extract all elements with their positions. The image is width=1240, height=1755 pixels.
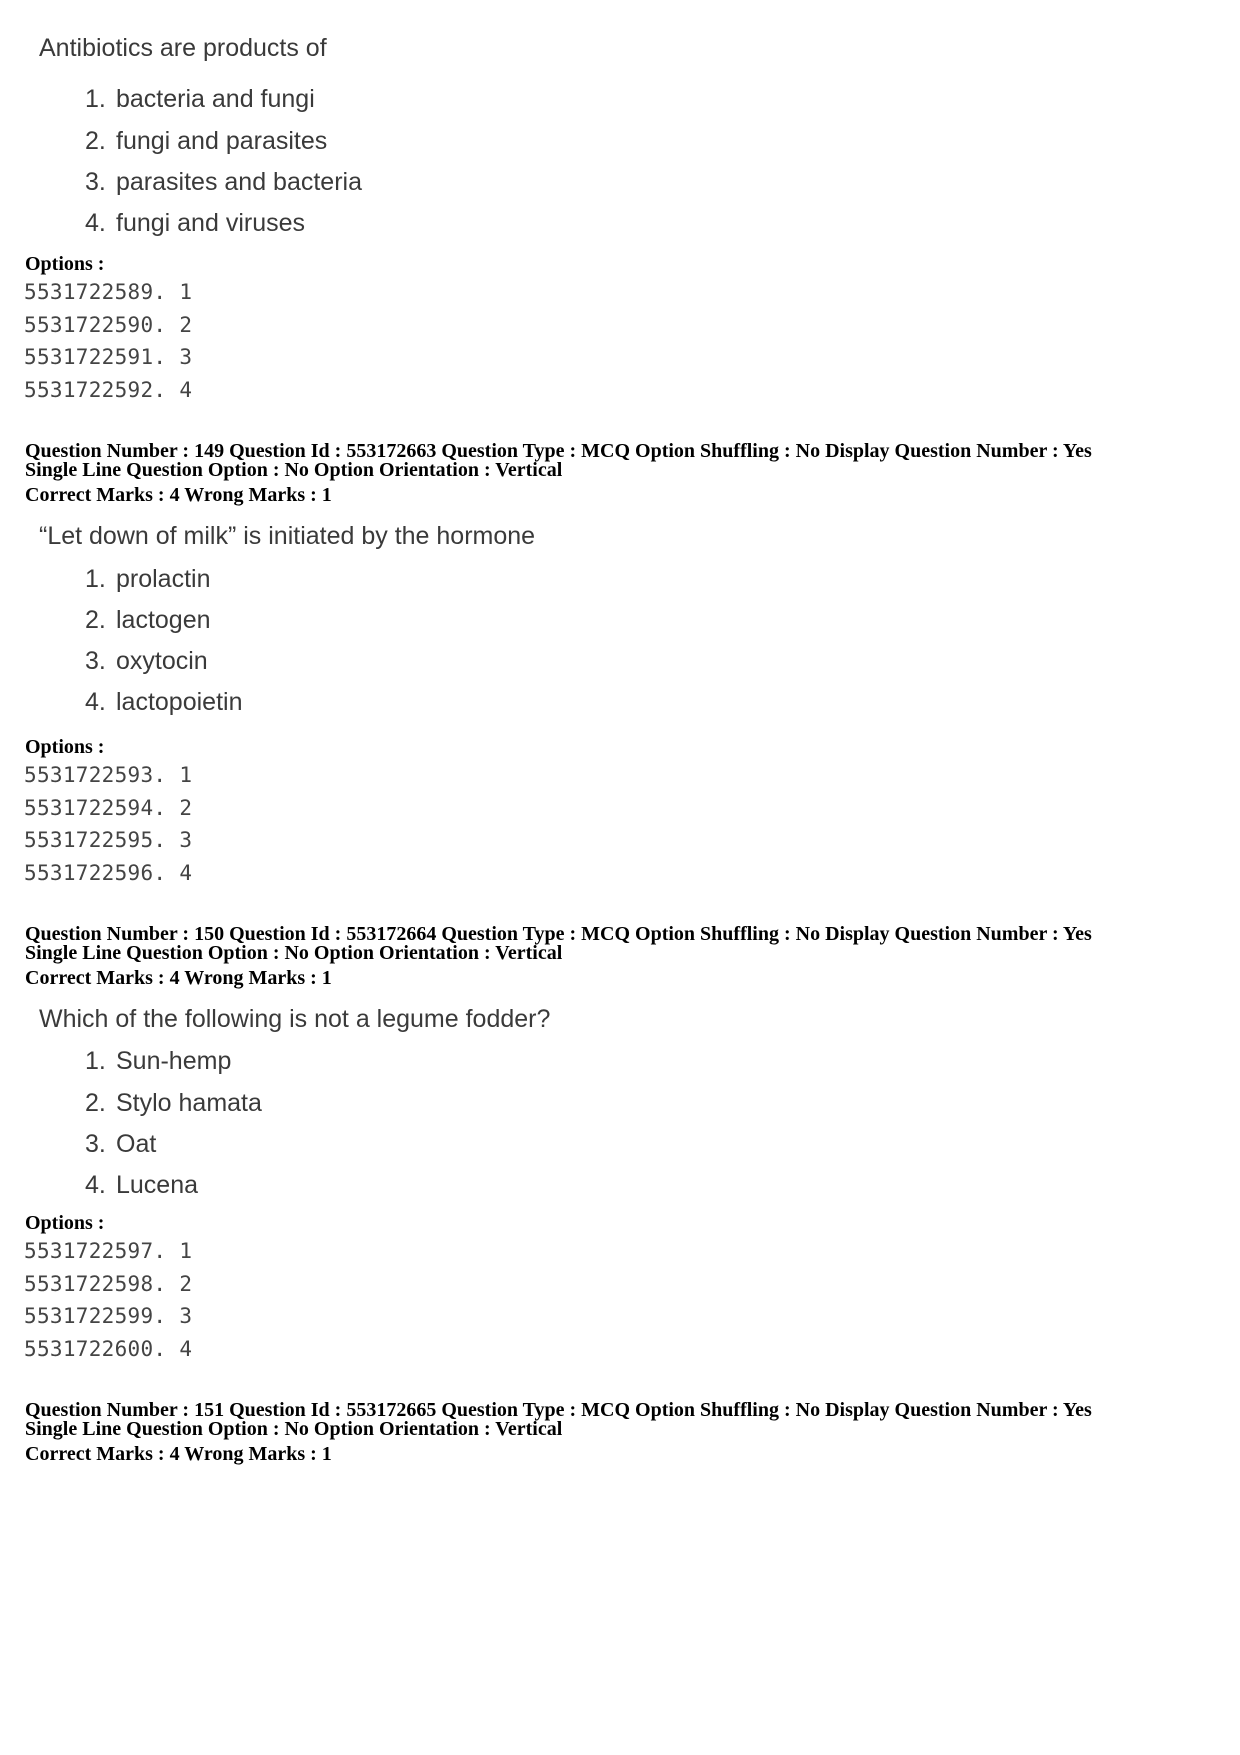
question-header: Question Number : 150 Question Id : 553172664 Question Type : MCQ Option Shuffling : No Display Question Number : Yes bbox=[25, 923, 1092, 945]
option-id-line: 5531722598. 2 bbox=[24, 1272, 193, 1296]
choice-number: 1. bbox=[85, 565, 106, 593]
choice-item bbox=[85, 1171, 198, 1200]
options-label: Options : bbox=[25, 253, 105, 275]
choice-label: bacteria and fungi bbox=[116, 85, 315, 113]
choice-number: 1. bbox=[85, 85, 106, 113]
choice-item bbox=[85, 1130, 156, 1159]
question-header-line2: Single Line Question Option : No Option Orientation : Vertical bbox=[25, 1418, 563, 1440]
choice-label: fungi and parasites bbox=[116, 127, 328, 155]
choice-label: Lucena bbox=[116, 1171, 199, 1199]
choice-label: fungi and viruses bbox=[116, 209, 306, 237]
choice-item bbox=[85, 1089, 262, 1118]
choice-item bbox=[85, 209, 305, 238]
question-text: “Let down of milk” is initiated by the hormone bbox=[39, 522, 536, 550]
marks-line: Correct Marks : 4 Wrong Marks : 1 bbox=[25, 1443, 332, 1465]
option-id-line: 5531722594. 2 bbox=[24, 796, 193, 820]
choice-number: 4. bbox=[85, 209, 106, 237]
option-id-line: 5531722589. 1 bbox=[24, 280, 193, 304]
choice-number: 2. bbox=[85, 127, 106, 155]
option-id-line: 5531722599. 3 bbox=[24, 1304, 193, 1328]
choice-label: prolactin bbox=[116, 565, 211, 593]
option-id-line: 5531722591. 3 bbox=[24, 345, 193, 369]
choice-item bbox=[85, 168, 362, 197]
choice-item bbox=[85, 127, 327, 156]
option-id-line: 5531722592. 4 bbox=[24, 378, 193, 402]
choice-number: 3. bbox=[85, 647, 106, 675]
choice-item bbox=[85, 647, 208, 676]
choice-label: Sun-hemp bbox=[116, 1047, 232, 1075]
question-header-line2: Single Line Question Option : No Option Orientation : Vertical bbox=[25, 942, 563, 964]
choice-label: Oat bbox=[116, 1130, 157, 1158]
choice-number: 3. bbox=[85, 1130, 106, 1158]
choice-item bbox=[85, 688, 242, 717]
question-text: Antibiotics are products of bbox=[39, 34, 327, 62]
choice-item bbox=[85, 565, 211, 594]
choice-item bbox=[85, 85, 315, 114]
choice-label: oxytocin bbox=[116, 647, 208, 675]
option-id-line: 5531722593. 1 bbox=[24, 763, 193, 787]
options-label: Options : bbox=[25, 736, 105, 758]
option-id-line: 5531722590. 2 bbox=[24, 313, 193, 337]
marks-line: Correct Marks : 4 Wrong Marks : 1 bbox=[25, 484, 332, 506]
choice-label: Stylo hamata bbox=[116, 1089, 262, 1117]
question-header: Question Number : 151 Question Id : 553172665 Question Type : MCQ Option Shuffling : No Display Question Number : Yes bbox=[25, 1399, 1092, 1421]
question-header: Question Number : 149 Question Id : 553172663 Question Type : MCQ Option Shuffling : No Display Question Number : Yes bbox=[25, 440, 1092, 462]
options-label: Options : bbox=[25, 1212, 105, 1234]
choice-number: 2. bbox=[85, 606, 106, 634]
question-header-line2: Single Line Question Option : No Option Orientation : Vertical bbox=[25, 459, 563, 481]
option-id-line: 5531722600. 4 bbox=[24, 1337, 193, 1361]
option-id-line: 5531722596. 4 bbox=[24, 861, 193, 885]
choice-number: 1. bbox=[85, 1047, 106, 1075]
choice-number: 4. bbox=[85, 688, 106, 716]
choice-number: 2. bbox=[85, 1089, 106, 1117]
option-id-line: 5531722595. 3 bbox=[24, 828, 193, 852]
option-id-line: 5531722597. 1 bbox=[24, 1239, 193, 1263]
choice-number: 4. bbox=[85, 1171, 106, 1199]
choice-label: lactopoietin bbox=[116, 688, 243, 716]
marks-line: Correct Marks : 4 Wrong Marks : 1 bbox=[25, 967, 332, 989]
choice-item bbox=[85, 1047, 231, 1076]
question-text: Which of the following is not a legume fodder? bbox=[39, 1005, 551, 1033]
choice-number: 3. bbox=[85, 168, 106, 196]
choice-item bbox=[85, 606, 211, 635]
choice-label: parasites and bacteria bbox=[116, 168, 362, 196]
choice-label: lactogen bbox=[116, 606, 211, 634]
